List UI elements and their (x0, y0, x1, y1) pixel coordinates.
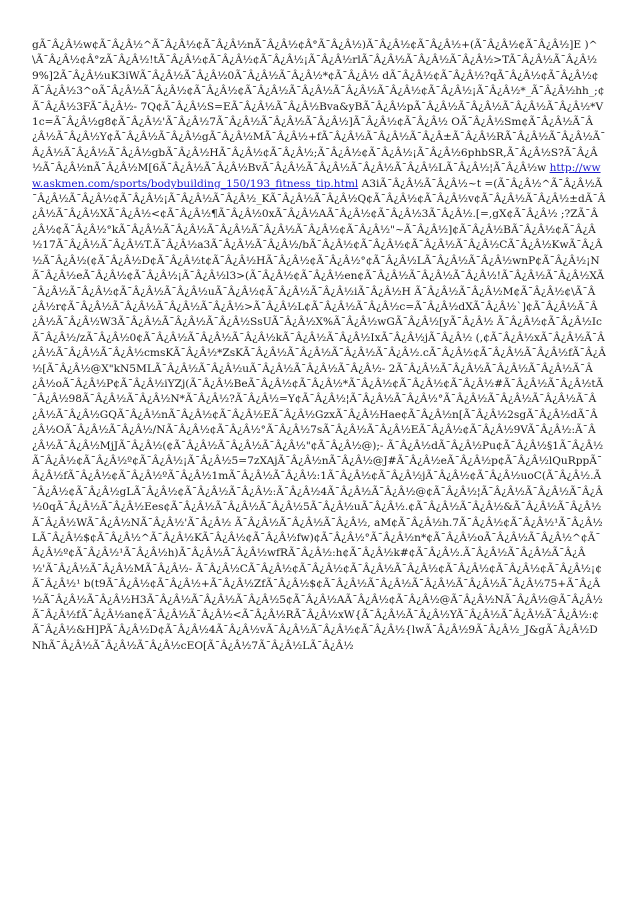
garbled-text-after-link: A3iÃ¯Â¿Â½Ã¯Â¿Â½~t =(Ã¯Â¿Â½^Ã¯Â¿Â½Ã¯Â¿Â½Ã¯Â¿Â½¢Ã¯Â¿Â½¡Ã¯Â¿Â½Ã¯Â¿Â½_KÃ¯Â¿Â½Ã¯Â¿Â½Q¢Ã¯Â¿Â½¢Ã¯Â¿Â½v¢Ã¯Â¿Â½Ã¯Â¿Â½±dÃ¯Â¿Â½Ã¯Â¿Â½XÃ¯Â¿Â½<¢Ã¯Â¿Â½¶Ã¯Â¿Â½0xÃ¯Â¿Â½AÃ¯Â¿Â½¢Ã¯Â¿Â½3Ã¯Â¿Â½.[=,gX¢Ã¯Â¿Â½ ;?ZÃ¯Â¿Â½¢Ã¯Â¿Â½°kÃ¯Â¿Â½Ã¯Â¿Â½Ã¯Â¿Â½Ã¯Â¿Â½Ã¯Â¿Â½¢Ã¯Â¿Â½"~Ã¯Â¿Â½]¢Ã¯Â¿Â½BÃ¯Â¿Â½¢Ã¯Â¿Â½17Ã¯Â¿Â½Ã¯Â¿Â½T.Ã¯Â¿Â½a3Ã¯Â¿Â½Ã¯Â¿Â½/bÃ¯Â¿Â½¢Ã¯Â¿Â½¢Ã¯Â¿Â½Ã¯Â¿Â½CÃ¯Â¿Â½KwÃ¯Â¿Â½Ã¯Â¿Â½(¢Ã¯Â¿Â½D¢Ã¯Â¿Â½t¢Ã¯Â¿Â½HÃ¯Â¿Â½¢Ã¯Â¿Â½°¢Ã¯Â¿Â½LÃ¯Â¿Â½Ã¯Â¿Â½wnP¢Ã¯Â¿Â½¡NÃ¯Â¿Â½eÃ¯Â¿Â½¢Ã¯Â¿Â½¡Ã¯Â¿Â½l3>(Ã¯Â¿Â½¢Ã¯Â¿Â½en¢Ã¯Â¿Â½Ã¯Â¿Â½Ã¯Â¿Â½!Ã¯Â¿Â½Ã¯Â¿Â½XÃ¯Â¿Â½Ã¯Â¿Â½¢Ã¯Â¿Â½Ã¯Â¿Â½uÃ¯Â¿Â½¢Ã¯Â¿Â½Ã¯Â¿Â½iÃ¯Â¿Â½H Ã¯Â¿Â½Ã¯Â¿Â½M¢Ã¯Â¿Â½¢\Ã¯Â¿Â½r¢Ã¯Â¿Â½Ã¯Â¿Â½Ã¯Â¿Â½Ã¯Â¿Â½>Ã¯Â¿Â½L¢Ã¯Â¿Â½Ã¯Â¿Â½c=Ã¯Â¿Â½dXÃ¯Â¿Â½`]¢Ã¯Â¿Â½Ã¯Â¿Â½Ã¯Â¿Â½W3Ã¯Â¿Â½Ã¯Â¿Â½Ã¯Â¿Â½SsUÃ¯Â¿Â½X%Ã¯Â¿Â½wGÃ¯Â¿Â½[yÃ¯Â¿Â½ Ã¯Â¿Â½¢Ã¯Â¿Â½IcÃ¯Â¿Â½/zÃ¯Â¿Â½0¢Ã¯Â¿Â½Ã¯Â¿Â½Ã¯Â¿Â½kÃ¯Â¿Â½Ã¯Â¿Â½IxÃ¯Â¿Â½jÃ¯Â¿Â½ (,¢Ã¯Â¿Â½xÃ¯Â¿Â½Ã¯Â¿Â½Ã¯Â¿Â½Ã¯Â¿Â½cmsKÃ¯Â¿Â½*ZsKÃ¯Â¿Â½Ã¯Â¿Â½Ã¯Â¿Â½Ã¯Â¿Â½.cÃ¯Â¿Â½¢Ã¯Â¿Â½Ã¯Â¿Â½fÃ¯Â¿Â½[Ã¯Â¿Â½@X"kN5MLÃ¯Â¿Â½Ã¯Â¿Â½uÃ¯Â¿Â½Ã¯Â¿Â½Ã¯Â¿Â½- 2Ã¯Â¿Â½Ã¯Â¿Â½Ã¯Â¿Â½Ã¯Â¿Â½Ã¯Â¿Â½oÃ¯Â¿Â½P¢Ã¯Â¿Â½iYZj(Ã¯Â¿Â½BeÃ¯Â¿Â½¢Ã¯Â¿Â½*Ã¯Â¿Â½¢Ã¯Â¿Â½¢Ã¯Â¿Â½#Ã¯Â¿Â½Ã¯Â¿Â½tÃ¯Â¿Â½98Ã¯Â¿Â½Ã¯Â¿Â½N*Ã¯Â¿Â½?Ã¯Â¿Â½=Y¢Ã¯Â¿Â½¦Ã¯Â¿Â½Ã¯Â¿Â½°Ã¯Â¿Â½Ã¯Â¿Â½Ã¯Â¿Â½Ã¯Â¿Â½Ã¯Â¿Â½GQÃ¯Â¿Â½nÃ¯Â¿Â½¢Ã¯Â¿Â½EÃ¯Â¿Â½GzxÃ¯Â¿Â½Hae¢Ã¯Â¿Â½n[Ã¯Â¿Â½2sgÃ¯Â¿Â½dÃ¯Â¿Â½OÃ¯Â¿Â½Ã¯Â¿Â½/NÃ¯Â¿Â½¢Ã¯Â¿Â½°Ã¯Â¿Â½7sÃ¯Â¿Â½Ã¯Â¿Â½EÃ¯Â¿Â½¢Ã¯Â¿Â½9VÃ¯Â¿Â½:Ã¯Â¿Â½Ã¯Â¿Â½MjJÃ¯Â¿Â½(¢Ã¯Â¿Â½Ã¯Â¿Â½Ã¯Â¿Â½"¢Ã¯Â¿Â½@);- Ã¯Â¿Â½dÃ¯Â¿Â½Pu¢Ã¯Â¿Â½§1Ã¯Â¿Â½Ã¯Â¿Â½¢Ã¯Â¿Â½º¢Ã¯Â¿Â½¡Ã¯Â¿Â½5=7zXAjÃ¯Â¿Â½nÃ¯Â¿Â½@J#Ã¯Â¿Â½eÃ¯Â¿Â½p¢Ã¯Â¿Â½lQuRppÃ¯Â¿Â½fÃ¯Â¿Â½¢Ã¯Â¿Â½ºÃ¯Â¿Â½1mÃ¯Â¿Â½Ã¯Â¿Â½:1Ã¯Â¿Â½¢Ã¯Â¿Â½jÃ¯Â¿Â½¢Ã¯Â¿Â½uoC(Ã¯Â¿Â½.Ã¯Â¿Â½¢Ã¯Â¿Â½gLÃ¯Â¿Â½¢Ã¯Â¿Â½Ã¯Â¿Â½:Ã¯Â¿Â½4Ã¯Â¿Â½Ã¯Â¿Â½@¢Ã¯Â¿Â½¦Ã¯Â¿Â½Ã¯Â¿Â½Ã¯Â¿Â½0qÃ¯Â¿Â½Ã¯Â¿Â½Ees¢Ã¯Â¿Â½Ã¯Â¿Â½Ã¯Â¿Â½5Ã¯Â¿Â½uÃ¯Â¿Â½.¢Ã¯Â¿Â½Ã¯Â¿Â½&Ã¯Â¿Â½Ã¯Â¿Â½Ã¯Â¿Â½WÃ¯Â¿Â½NÃ¯Â¿Â½'Ã¯Â¿Â½ Ã¯Â¿Â½Ã¯Â¿Â½Ã¯Â¿Â½, aM¢Ã¯Â¿Â½h.7Ã¯Â¿Â½¢Ã¯Â¿Â½¹Ã¯Â¿Â½LÃ¯Â¿Â½$¢Ã¯Â¿Â½^Ã¯Â¿Â½KÃ¯Â¿Â½¢Ã¯Â¿Â½fw)¢Ã¯Â¿Â½°Ã¯Â¿Â½n*¢Ã¯Â¿Â½oÃ¯Â¿Â½Ã¯Â¿Â½^¢Ã¯Â¿Â½º¢Ã¯Â¿Â½¹Ã¯Â¿Â½h)Ã¯Â¿Â½Ã¯Â¿Â½wfRÃ¯Â¿Â½:h¢Ã¯Â¿Â½k#¢Ã¯Â¿Â½.Ã¯Â¿Â½Ã¯Â¿Â½Ã¯Â¿Â½'Ã¯Â¿Â½Ã¯Â¿Â½MÃ¯Â¿Â½- Ã¯Â¿Â½CÃ¯Â¿Â½¢Ã¯Â¿Â½¢Ã¯Â¿Â½Ã¯Â¿Â½¢Ã¯Â¿Â½¢Ã¯Â¿Â½¢Ã¯Â¿Â½¡¢Ã¯Â¿Â½¹ b(t9Ã¯Â¿Â½¢Ã¯Â¿Â½+Ã¯Â¿Â½ZfÃ¯Â¿Â½$¢Ã¯Â¿Â½Ã¯Â¿Â½Ã¯Â¿Â½Ã¯Â¿Â½Ã¯Â¿Â½75+Ã¯Â¿Â½Ã¯Â¿Â½Ã¯Â¿Â½H3Ã¯Â¿Â½Ã¯Â¿Â½Ã¯Â¿Â½5¢Ã¯Â¿Â½AÃ¯Â¿Â½¢Ã¯Â¿Â½@Ã¯Â¿Â½NÃ¯Â¿Â½@Ã¯Â¿Â½Ã¯Â¿Â½fÃ¯Â¿Â½an¢Ã¯Â¿Â½Ã¯Â¿Â½<Ã¯Â¿Â½RÃ¯Â¿Â½xW{Ã¯Â¿Â½Ã¯Â¿Â½YÃ¯Â¿Â½Ã¯Â¿Â½Ã¯Â¿Â½:¢Ã¯Â¿Â½&H]PÃ¯Â¿Â½D¢Ã¯Â¿Â½4Ã¯Â¿Â½vÃ¯Â¿Â½Ã¯Â¿Â½¢Ã¯Â¿Â½{lwÃ¯Â¿Â½9Ã¯Â¿Â½_J&gÃ¯Â¿Â½DNhÃ¯Â¿Â½Ã¯Â¿Â½Ã¯Â¿Â½cEO[Ã¯Â¿Â½7Ã¯Â¿Â½LÃ¯Â¿Â½ (32, 177, 606, 652)
garbled-text-before-link: gÃ¯Â¿Â½w¢Ã¯Â¿Â½^Ã¯Â¿Â½¢Ã¯Â¿Â½nÃ¯Â¿Â½¢Â°Ã¯Â¿Â½)Ã¯Â¿Â½¢Ã¯Â¿Â½+(Ã¯Â¿Â½¢Ã¯Â¿Â½]E )^\Ã¯Â¿Â½¢Â°zÃ¯Â¿Â½!tÃ¯Â¿Â½¢Ã¯Â¿Â½¢Ã¯Â¿Â½¡Ã¯Â¿Â½rlÃ¯Â¿Â½Ã¯Â¿Â½Ã¯Â¿Â½>TÃ¯Â¿Â½Ã¯Â¿Â½9%]2Ã¯Â¿Â½uK3iWÃ¯Â¿Â½Ã¯Â¿Â½0Ã¯Â¿Â½Ã¯Â¿Â½*¢Ã¯Â¿Â½ dÃ¯Â¿Â½¢Ã¯Â¿Â½?qÃ¯Â¿Â½¢Ã¯Â¿Â½¢Ã¯Â¿Â½3^oÃ¯Â¿Â½Ã¯Â¿Â½¢Ã¯Â¿Â½¢Ã¯Â¿Â½Ã¯Â¿Â½Ã¯Â¿Â½Ã¯Â¿Â½¢Ã¯Â¿Â½¡Ã¯Â¿Â½*_Ã¯Â¿Â½hh_;¢Ã¯Â¿Â½3FÃ¯Â¿Â½- 7Q¢Ã¯Â¿Â½S=EÃ¯Â¿Â½Ã¯Â¿Â½Bva&yBÃ¯Â¿Â½pÃ¯Â¿Â½Ã¯Â¿Â½Ã¯Â¿Â½Ã¯Â¿Â½*V 1c=Ã¯Â¿Â½g8¢Ã¯Â¿Â½'Ã¯Â¿Â½7Ã¯Â¿Â½Ã¯Â¿Â½Ã¯Â¿Â½]Ã¯Â¿Â½¢Ã¯Â¿Â½ OÃ¯Â¿Â½Sm¢Ã¯Â¿Â½Ã¯Â¿Â½Ã¯Â¿Â½Y¢Ã¯Â¿Â½Ã¯Â¿Â½gÃ¯Â¿Â½MÃ¯Â¿Â½+fÃ¯Â¿Â½Ã¯Â¿Â½Ã¯Â¿Â±Ã¯Â¿Â½RÃ¯Â¿Â½Ã¯Â¿Â½Ã¯Â¿Â½Ã¯Â¿Â½Ã¯Â¿Â½gbÃ¯Â¿Â½HÃ¯Â¿Â½¢Ã¯Â¿Â½;Ã¯Â¿Â½¢Ã¯Â¿Â½¡Ã¯Â¿Â½6phbSR,Ã¯Â¿Â½S?Ã¯Â¿Â½Ã¯Â¿Â½nÃ¯Â¿Â½M[6Ã¯Â¿Â½Ã¯Â¿Â½BvÃ¯Â¿Â½Ã¯Â¿Â½Ã¯Â¿Â½Ã¯Â¿Â½LÃ¯Â¿Â½¦Ã¯Â¿Â½w (32, 39, 606, 175)
document-body (32, 38, 606, 654)
askmen-fitness-tip-link[interactable]: http://www.askmen.com/sports/bodybuilding_150/193_fitness_tip.html (32, 162, 601, 190)
